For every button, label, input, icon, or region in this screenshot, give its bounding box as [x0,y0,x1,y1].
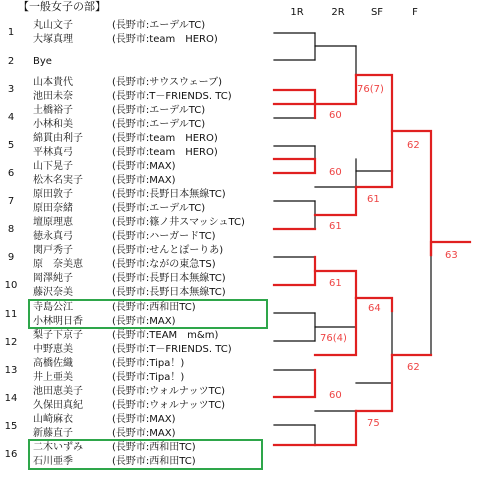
entry-number: 13 [4,365,18,376]
player-club: (長野市:Tipa！) [112,358,185,369]
player-club: (長野市:長野日本無線TC) [112,273,226,284]
score-label: 76(7) [357,84,384,95]
entry-number: 6 [7,168,15,179]
entry-number: 7 [7,196,15,207]
entry-number: 8 [7,224,15,235]
player-name: 石川亜季 [33,456,73,467]
player-club: (長野市:team HERO) [112,133,218,144]
score-label: 75 [367,418,380,429]
entry-number: 12 [4,337,18,348]
entry-number: 10 [4,280,18,291]
player-name: 二木いずみ [33,442,83,453]
score-label: 76(4) [320,333,347,344]
player-club: (長野市:T－FRIENDS. TC) [112,91,232,102]
player-club: (長野市:せんとぽーりあ) [112,245,224,256]
player-club: (長野市:長野日本無線TC) [112,189,226,200]
entry-number: 3 [7,84,15,95]
player-name: 池田恵美子 [33,386,83,397]
player-name: 綿貫由利子 [33,133,83,144]
entry-number: 4 [7,112,15,123]
player-club: (長野市:西和田TC) [112,456,196,467]
player-club: (長野市:篠ノ井スマッシュTC) [112,217,245,228]
score-label: 61 [329,278,342,289]
player-club: (長野市:T－FRIENDS. TC) [112,344,232,355]
player-name: Bye [33,56,52,67]
player-name: 小林和美 [33,119,73,130]
score-label: 61 [367,194,380,205]
player-club: (長野市:エーデルTC) [112,105,206,116]
score-label: 63 [445,250,458,261]
player-club: (長野市:team HERO) [112,34,218,45]
player-name: 高橋佐織 [33,358,73,369]
player-name: 関戸秀子 [33,245,73,256]
entry-number: 14 [4,393,18,404]
player-club: (長野市:Tipa！) [112,372,185,383]
player-club: (長野市:サウスウェーブ) [112,77,222,88]
player-name: 池田未奈 [33,91,73,102]
entry-number: 9 [7,252,15,263]
score-label: 64 [368,303,381,314]
score-label: 62 [407,362,420,373]
player-club: (長野市:ハーガードTC) [112,231,216,242]
player-club: (長野市:ながの東急TS) [112,259,216,270]
player-name: 平林真弓 [33,147,73,158]
player-club: (長野市:team HERO) [112,147,218,158]
player-club: (長野市:エーデルTC) [112,119,206,130]
score-label: 61 [329,221,342,232]
player-name: 山崎麻衣 [33,414,73,425]
entry-number: 1 [7,27,15,38]
score-label: 62 [407,140,420,151]
player-name: 藤沢奈美 [33,287,73,298]
player-name: 原田敦子 [33,189,73,200]
player-name: 土橋裕子 [33,105,73,116]
player-name: 山本貴代 [33,77,73,88]
score-label: 60 [329,167,342,178]
player-club: (長野市:ウォルナッツTC) [112,400,226,411]
player-name: 久保田真紀 [33,400,83,411]
player-club: (長野市:西和田TC) [112,302,196,313]
score-label: 60 [329,110,342,121]
player-club: (長野市:MAX) [112,175,176,186]
player-name: 山下晃子 [33,161,73,172]
round-header-1r: 1R [290,7,304,18]
player-club: (長野市:MAX) [112,414,176,425]
player-name: 小林明日香 [33,316,83,327]
entry-number: 2 [7,56,15,67]
page-title: 【一般女子の部】 [18,0,106,13]
player-name: 丸山文子 [33,20,73,31]
player-club: (長野市:西和田TC) [112,442,196,453]
player-name: 徳永真弓 [33,231,73,242]
player-name: 井上亜美 [33,372,73,383]
player-club: (長野市:ウォルナッツTC) [112,386,226,397]
player-club: (長野市:エーデルTC) [112,20,206,31]
player-name: 新藤直子 [33,428,73,439]
player-name: 大塚真理 [33,34,73,45]
player-name: 原田奈緒 [33,203,73,214]
entry-number: 11 [4,309,18,320]
player-name: 松木名実子 [33,175,83,186]
player-club: (長野市:エーデルTC) [112,203,206,214]
player-name: 梨子下京子 [33,330,83,341]
player-name: 岡澤純子 [33,273,73,284]
entry-number: 5 [7,140,15,151]
entry-number: 15 [4,421,18,432]
player-club: (長野市:TEAM m&m) [112,330,219,341]
score-label: 60 [329,390,342,401]
player-name: 原 奈美恵 [33,259,83,270]
round-header-2r: 2R [331,7,345,18]
player-club: (長野市:MAX) [112,316,176,327]
player-name: 寺島公江 [33,302,73,313]
player-club: (長野市:長野日本無線TC) [112,287,226,298]
player-name: 中野恵美 [33,344,73,355]
round-header-f: F [412,7,418,18]
player-club: (長野市:MAX) [112,428,176,439]
player-club: (長野市:MAX) [112,161,176,172]
player-name: 壇原理恵 [33,217,73,228]
round-header-sf: SF [370,7,384,18]
entry-number: 16 [4,449,18,460]
